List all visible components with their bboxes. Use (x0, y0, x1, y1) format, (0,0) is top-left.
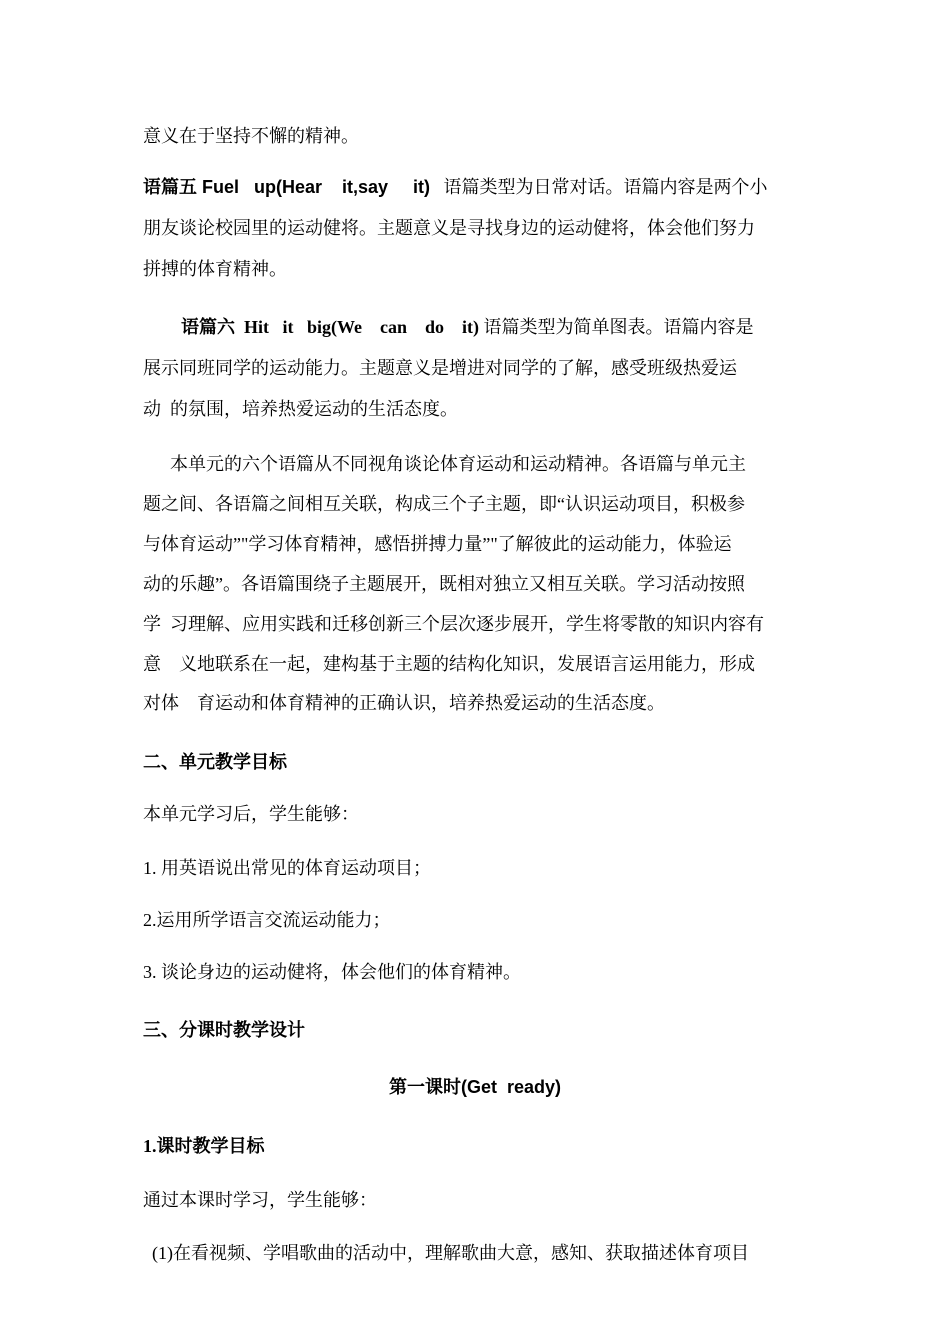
paragraph-line: 拼搏的体育精神。 (143, 259, 287, 279)
section-heading: 三、分课时教学设计 (143, 1020, 305, 1040)
section-heading: 二、单元教学目标 (143, 752, 287, 772)
paragraph-line: 动 的氛围，培养热爱运动的生活态度。 (143, 399, 458, 419)
paragraph-line: 展示同班同学的运动能力。主题意义是增进对同学的了解，感受班级热爱运 (143, 358, 737, 378)
passage-five-title: 语篇五 Fuel up(Hear it,say it) (143, 177, 431, 197)
paragraph-line: 朋友谈论校园里的运动健将。主题意义是寻找身边的运动健将，体会他们努力 (143, 218, 755, 238)
goal-item: 1. 用英语说出常见的体育运动项目； (143, 858, 431, 878)
passage-five-line (143, 177, 768, 197)
passage-six-text: 语篇类型为简单图表。语篇内容是 (479, 317, 754, 337)
section-intro: 本单元学习后，学生能够： (143, 804, 359, 824)
goal-item: 2.运用所学语言交流运动能力； (143, 910, 391, 930)
sub-heading: 1.课时教学目标 (143, 1136, 265, 1156)
passage-six-line (181, 317, 754, 337)
section-intro: 通过本课时学习，学生能够： (143, 1190, 377, 1210)
paragraph-line: 本单元的六个语篇从不同视角谈论体育运动和运动精神。各语篇与单元主 (143, 454, 746, 474)
passage-six-title: 语篇六 Hit it big(We can do it) (181, 317, 479, 337)
paragraph-line: 学 习理解、应用实践和迁移创新三个层次逐步展开，学生将零散的知识内容有 (143, 614, 764, 634)
paragraph-line: 对体 育运动和体育精神的正确认识，培养热爱运动的生活态度。 (143, 693, 665, 713)
paragraph-line: 意义在于坚持不懈的精神。 (143, 126, 359, 146)
paragraph-line: 题之间、各语篇之间相互关联，构成三个子主题，即“认识运动项目，积极参 (143, 494, 745, 514)
passage-five-text: 语篇类型为日常对话。语篇内容是两个小 (430, 177, 768, 197)
paragraph-line: 意 义地联系在一起，建构基于主题的结构化知识，发展语言运用能力，形成 (143, 654, 755, 674)
paragraph-line: 动的乐趣”。各语篇围绕子主题展开，既相对独立又相互关联。学习活动按照 (143, 574, 745, 594)
goal-item: 3. 谈论身边的运动健将，体会他们的体育精神。 (143, 962, 521, 982)
paragraph-line: 与体育运动”"学习体育精神，感悟拼搏力量”"了解彼此的运动能力，体验运 (143, 534, 732, 554)
lesson-title: 第一课时(Get ready) (388, 1077, 562, 1097)
objective-item: (1)在看视频、学唱歌曲的活动中，理解歌曲大意，感知、获取描述体育项目 (143, 1243, 749, 1263)
